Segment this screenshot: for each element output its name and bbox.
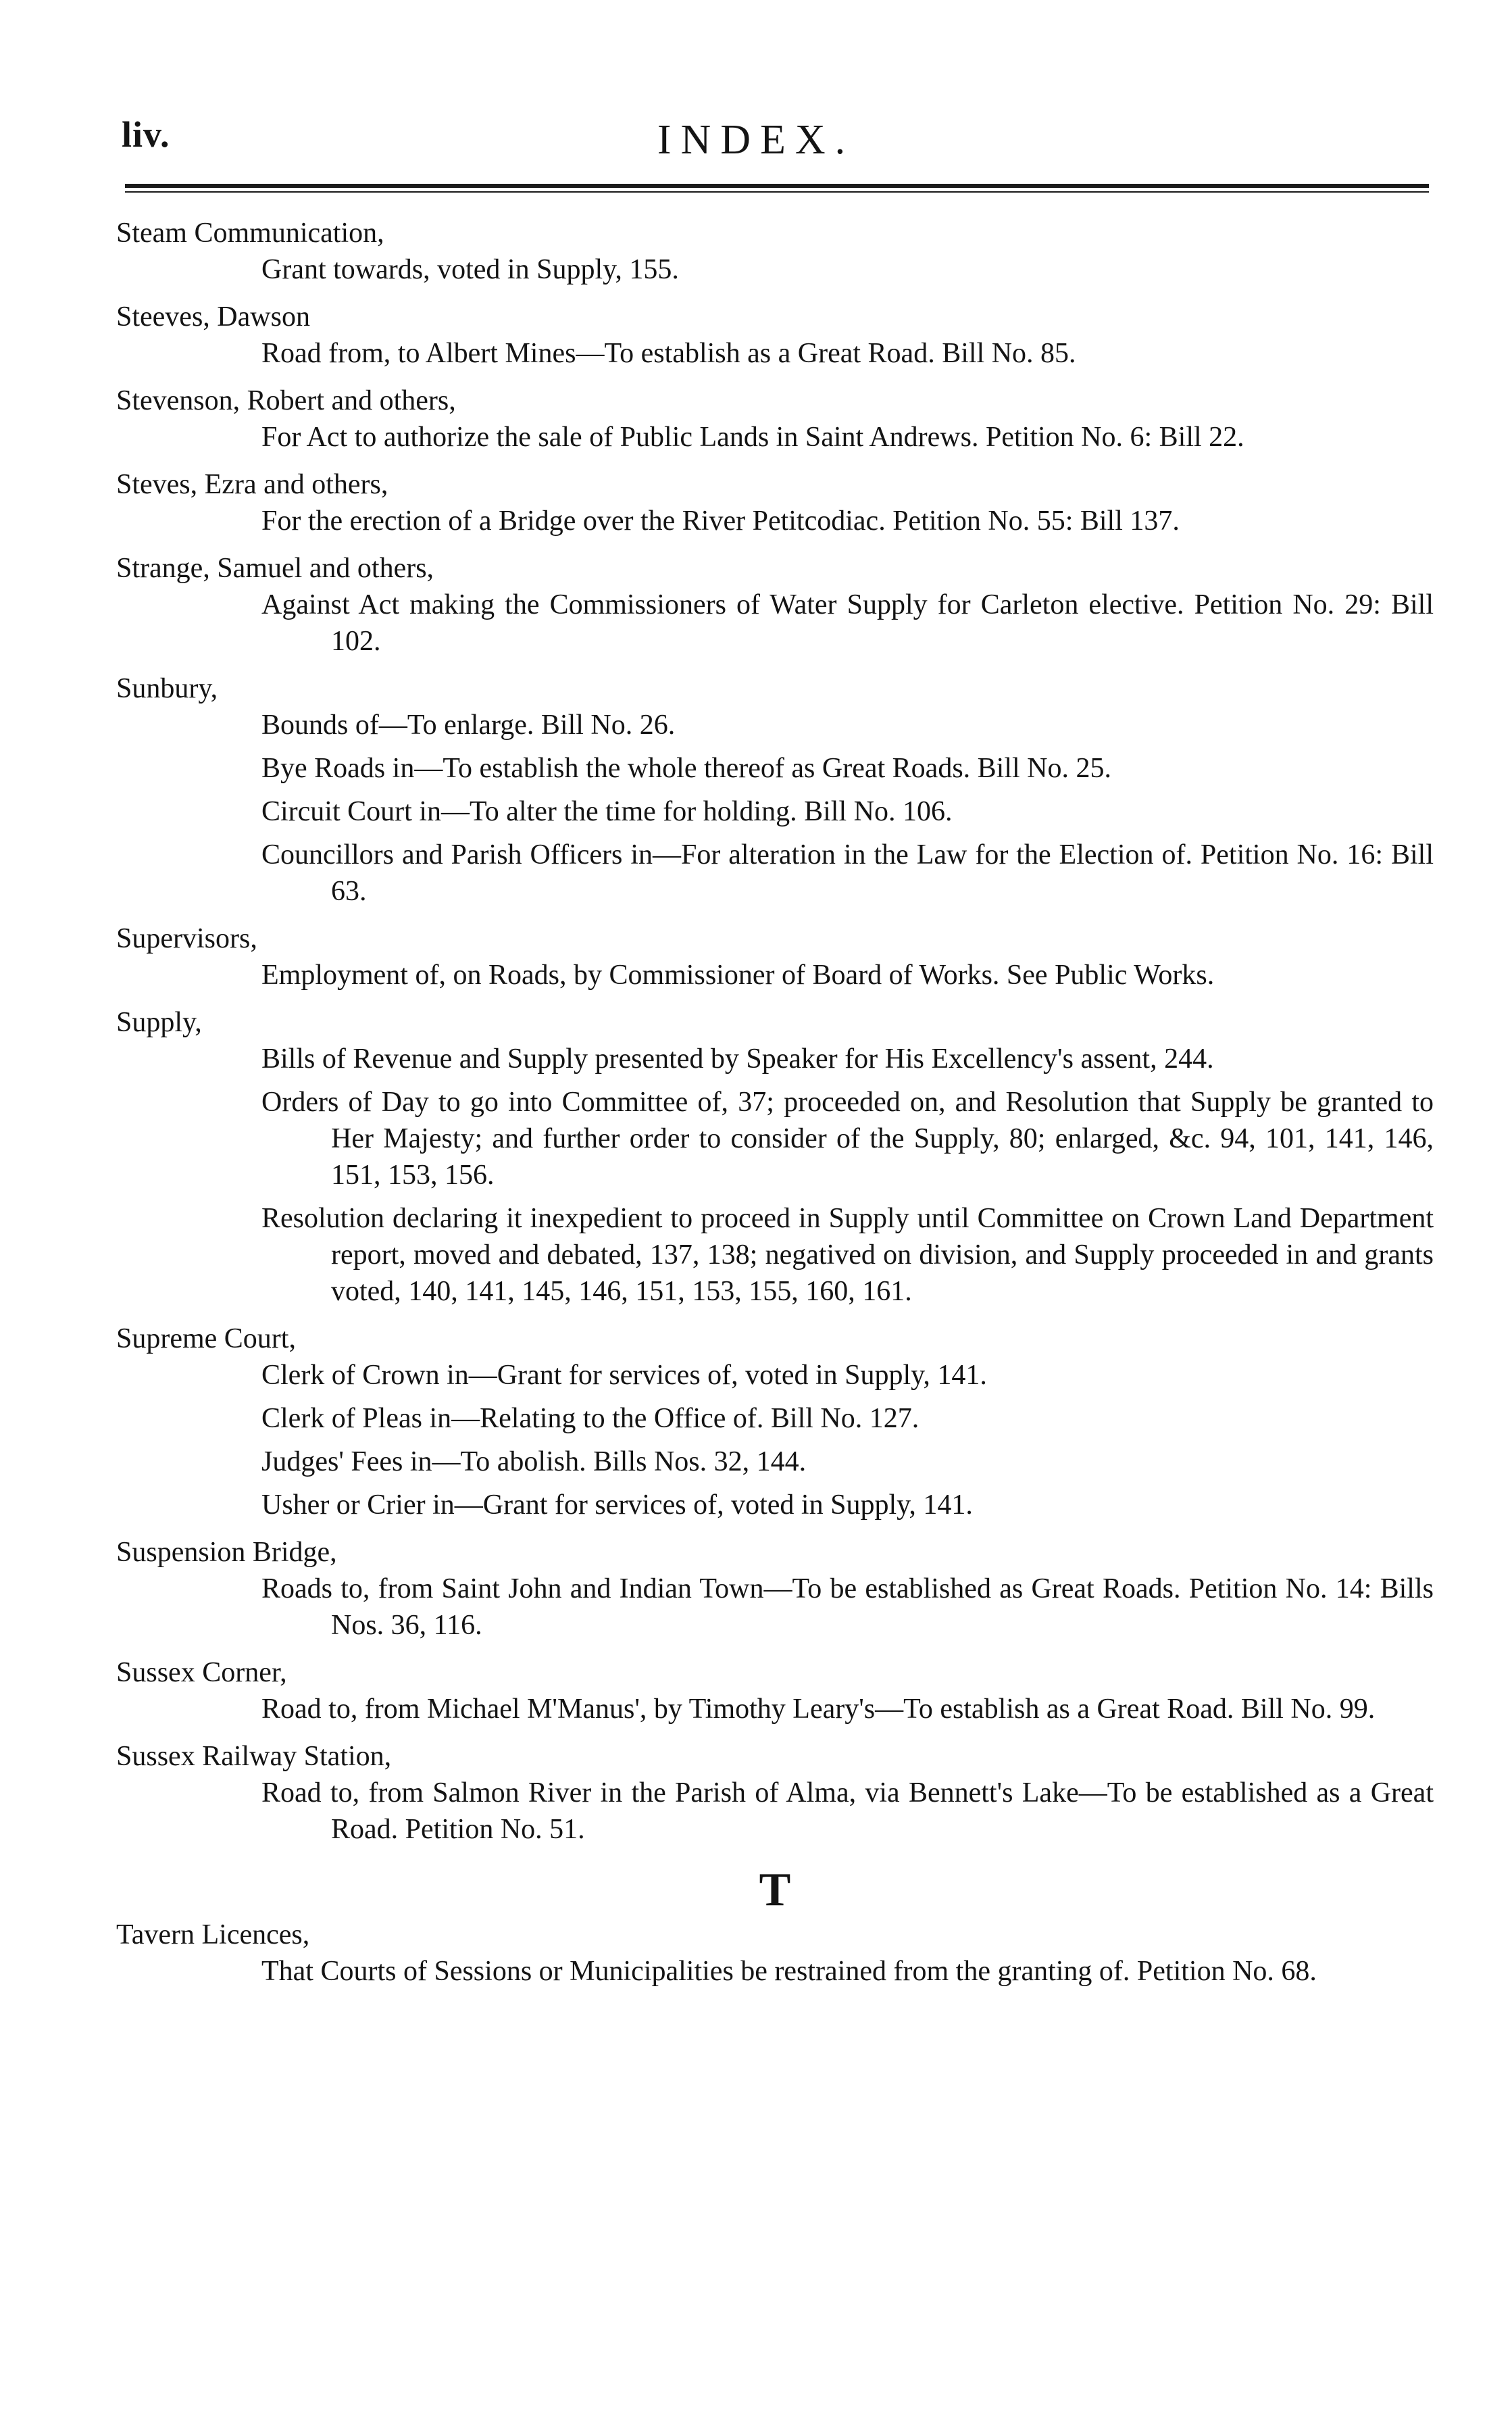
entry-subitem: That Courts of Sessions or Municipalities be restrained from the granting of. Petition No. 68. <box>261 1956 1317 1987</box>
index-entry <box>116 1534 1434 1644</box>
entry-subitem: Clerk of Crown in—Grant for services of, voted in Supply, 141. <box>261 1360 987 1391</box>
entry-heading: Sussex Corner, <box>116 1657 287 1688</box>
index-entry <box>116 670 1434 910</box>
header-rule-thick <box>125 184 1429 188</box>
entry-subitem: For Act to authorize the sale of Public Lands in Saint Andrews. Petition No. 6: Bill 22. <box>261 422 1244 453</box>
entry-subitem: Resolution declaring it inexpedient to proceed in Supply until Committee on Crown Land Department report, moved and debated, 137, 138; negatived on division, and Supply proceeded in and grants voted, 140, 141, 145, 146, 151, 153, 155, 160, 161. <box>261 1203 1434 1307</box>
s-section-entries <box>116 215 1434 1848</box>
entry-subitem: Clerk of Pleas in—Relating to the Office of. Bill No. 127. <box>261 1403 919 1434</box>
entry-subitem: For the erection of a Bridge over the River Petitcodiac. Petition No. 55: Bill 137. <box>261 506 1180 537</box>
entry-heading: Sussex Railway Station, <box>116 1741 392 1772</box>
index-entry <box>116 1654 1434 1727</box>
index-entry <box>116 466 1434 539</box>
entry-subitem: Against Act making the Commissioners of Water Supply for Carleton elective. Petition No. 29: Bill 102. <box>261 589 1434 657</box>
running-head-title: INDEX. <box>657 117 855 163</box>
entry-subitem: Orders of Day to go into Committee of, 37; proceeded on, and Resolution that Supply be granted to Her Majesty; and further order to consider of the Supply, 80; enlarged, &c. 94, 101, 141, 146, 151, 153, 156. <box>261 1087 1434 1191</box>
entry-heading: Strange, Samuel and others, <box>116 553 434 584</box>
entry-heading: Steeves, Dawson <box>116 301 310 332</box>
page-folio: liv. <box>122 114 170 155</box>
header-rule-thin <box>125 191 1429 193</box>
index-entry <box>116 920 1434 993</box>
entry-subitem: Grant towards, voted in Supply, 155. <box>261 254 679 285</box>
entry-subitem: Bounds of—To enlarge. Bill No. 26. <box>261 710 676 741</box>
entry-subitem: Road from, to Albert Mines—To establish as a Great Road. Bill No. 85. <box>261 338 1076 369</box>
section-letter-t: T <box>759 1864 791 1916</box>
index-entry <box>116 299 1434 372</box>
entry-subitem: Roads to, from Saint John and Indian Town—To be established as Great Roads. Petition No. 14: Bills Nos. 36, 116. <box>261 1573 1434 1641</box>
entry-heading: Supervisors, <box>116 923 257 954</box>
entry-subitem: Road to, from Michael M'Manus', by Timothy Leary's—To establish as a Great Road. Bill No. 99. <box>261 1694 1376 1725</box>
index-entry <box>116 215 1434 288</box>
entry-subitem: Councillors and Parish Officers in—For alteration in the Law for the Election of. Petition No. 16: Bill 63. <box>261 839 1434 907</box>
entry-subitem: Road to, from Salmon River in the Parish of Alma, via Bennett's Lake—To be established as a Great Road. Petition No. 51. <box>261 1777 1434 1845</box>
index-entry <box>116 550 1434 660</box>
entry-heading: Supply, <box>116 1007 202 1038</box>
index-entry <box>116 1004 1434 1310</box>
index-entry <box>116 383 1434 455</box>
index-content <box>116 215 1434 1996</box>
entry-heading: Sunbury, <box>116 673 218 704</box>
entry-subitem: Judges' Fees in—To abolish. Bills Nos. 32, 144. <box>261 1446 807 1477</box>
index-entry <box>116 1738 1434 1848</box>
index-entry <box>116 1917 1434 1990</box>
index-entry <box>116 1321 1434 1523</box>
t-section-entries <box>116 1917 1434 1990</box>
entry-heading: Steam Communication, <box>116 218 384 249</box>
entry-subitem: Bills of Revenue and Supply presented by Speaker for His Excellency's assent, 244. <box>261 1043 1214 1075</box>
entry-heading: Steves, Ezra and others, <box>116 469 388 500</box>
entry-subitem: Bye Roads in—To establish the whole thereof as Great Roads. Bill No. 25. <box>261 753 1112 784</box>
entry-subitem: Employment of, on Roads, by Commissioner of Board of Works. See Public Works. <box>261 960 1215 991</box>
entry-heading: Suspension Bridge, <box>116 1537 337 1568</box>
entry-heading: Stevenson, Robert and others, <box>116 385 456 416</box>
entry-heading: Tavern Licences, <box>116 1919 310 1950</box>
entry-heading: Supreme Court, <box>116 1323 296 1354</box>
entry-subitem: Usher or Crier in—Grant for services of, voted in Supply, 141. <box>261 1489 973 1521</box>
entry-subitem: Circuit Court in—To alter the time for holding. Bill No. 106. <box>261 796 953 827</box>
